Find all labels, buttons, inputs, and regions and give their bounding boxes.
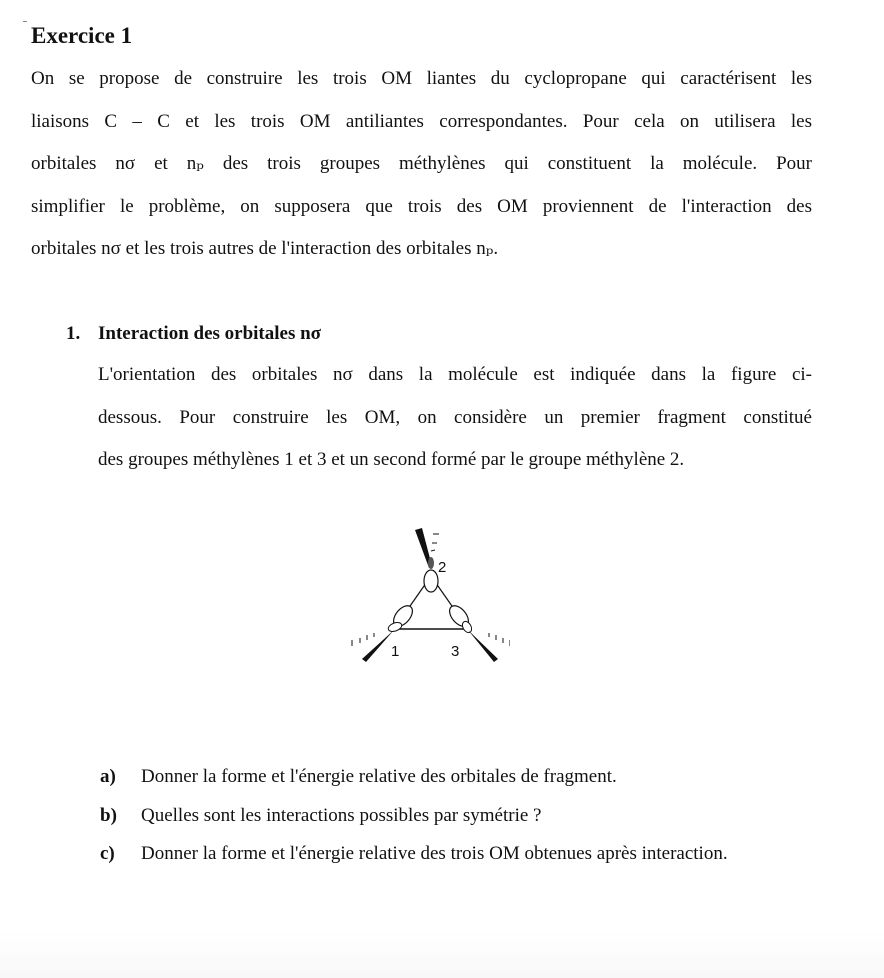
question-c: [100, 835, 814, 874]
question-a: [100, 758, 814, 797]
question-label: b): [100, 804, 117, 826]
section-number: 1.: [66, 323, 81, 344]
question-label: c): [100, 843, 115, 864]
intro-line: On se propose de construire les trois OM liantes du cyclopropane qui caractérisent les: [31, 68, 812, 89]
question-list: [100, 758, 814, 874]
intro-line: simplifier le problème, on supposera que trois des OM proviennent de l'interaction des: [31, 195, 812, 217]
question-b: [100, 797, 814, 836]
section-line: dessous. Pour construire les OM, on considère un premier fragment constitué: [98, 406, 812, 428]
intro-line: orbitales nσ et nₚ des trois groupes méthylènes qui constituent la molécule. Pour: [31, 153, 812, 174]
atom-1-label: 1: [391, 643, 400, 660]
question-text: Donner la forme et l'énergie relative des orbitales de fragment.: [141, 766, 617, 787]
section-line: L'orientation des orbitales nσ dans la molécule est indiquée dans la figure ci-: [98, 364, 812, 385]
exercise-title: Exercice 1: [31, 23, 133, 48]
question-text: Donner la forme et l'énergie relative des trois OM obtenues après interaction.: [141, 843, 728, 864]
intro-paragraph: [31, 58, 812, 271]
cyclopropane-orbital-figure: [340, 528, 510, 668]
section-paragraph: [98, 354, 812, 482]
question-label: a): [100, 766, 116, 787]
section-line: des groupes méthylènes 1 et 3 et un second formé par le groupe méthylène 2.: [98, 449, 685, 470]
intro-line: liaisons C – C et les trois OM antiliantes correspondantes. Pour cela on utilisera les: [31, 110, 812, 132]
atom-3-label: 3: [451, 643, 460, 660]
atom-2-label: 2: [438, 559, 447, 576]
scan-mark: [23, 21, 27, 22]
intro-line: orbitales nσ et les trois autres de l'interaction des orbitales nₚ.: [31, 238, 499, 259]
section-heading: [66, 320, 321, 348]
orbital-diagram-icon: [340, 528, 510, 668]
section-title: Interaction des orbitales nσ: [98, 323, 322, 344]
question-text: Quelles sont les interactions possibles par symétrie ?: [141, 804, 542, 826]
